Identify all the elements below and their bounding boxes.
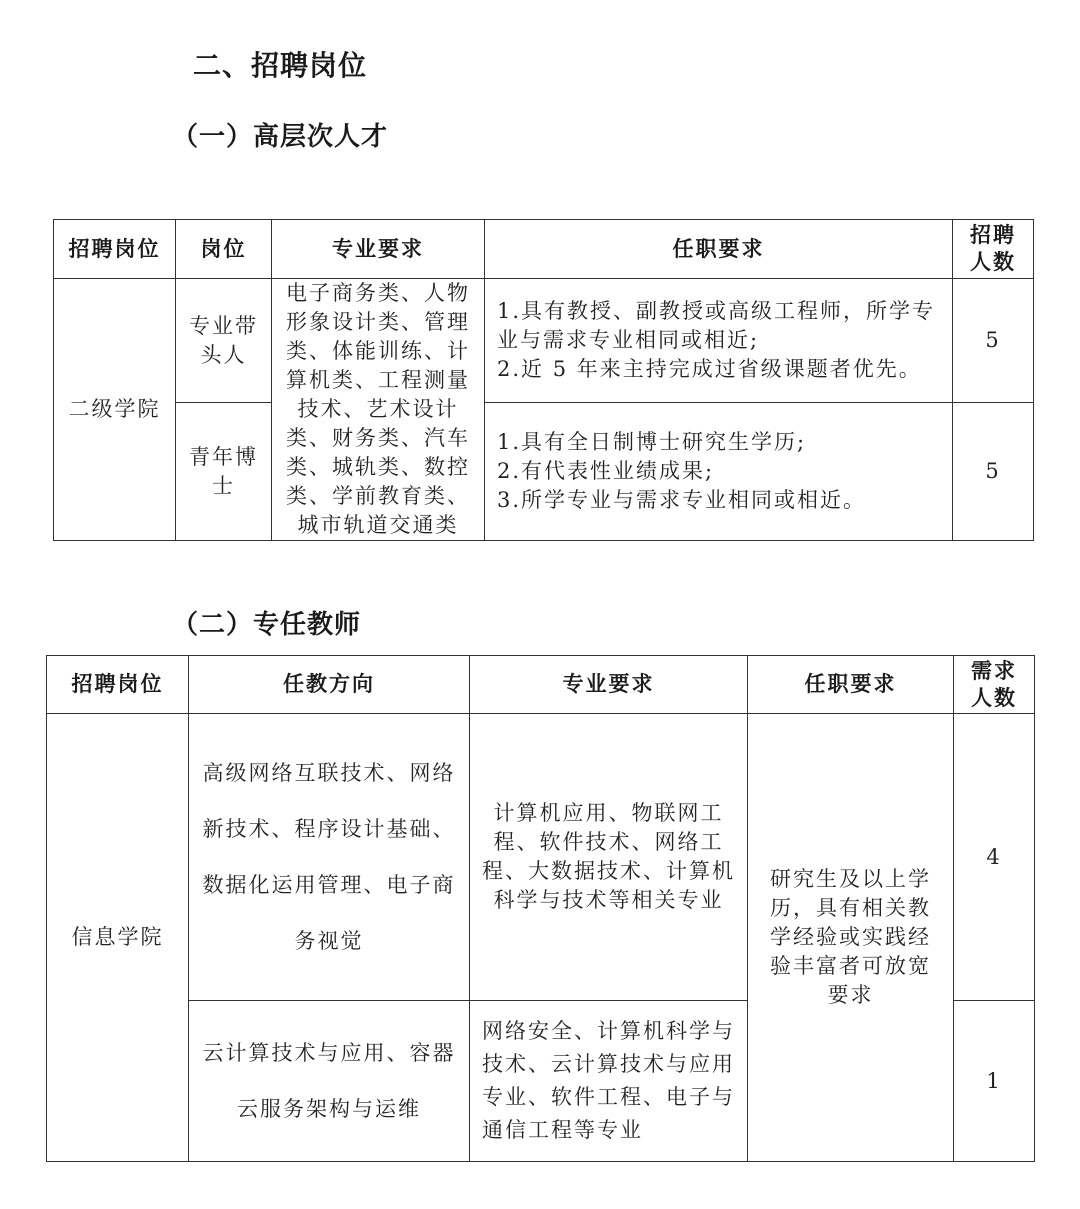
header-job-requirement: 任职要求 bbox=[748, 656, 954, 714]
high-level-talent-table bbox=[53, 219, 1034, 541]
major-requirement-cell: 计算机应用、物联网工程、软件技术、网络工程、大数据技术、计算机科学与技术等相关专业 bbox=[470, 714, 748, 1001]
department-cell: 信息学院 bbox=[47, 714, 189, 1162]
header-recruit-count: 招聘人数 bbox=[953, 220, 1034, 279]
teaching-direction-cell: 云计算技术与应用、容器云服务架构与运维 bbox=[189, 1001, 470, 1162]
table-row bbox=[47, 714, 1035, 1001]
header-recruit-position: 招聘岗位 bbox=[47, 656, 189, 714]
count-cell: 1 bbox=[954, 1001, 1035, 1162]
requirement-line: 2.有代表性业绩成果; bbox=[497, 459, 715, 483]
requirement-line: 1.具有教授、副教授或高级工程师，所学专业与需求专业相同或相近; bbox=[497, 299, 936, 352]
requirement-line: 1.具有全日制博士研究生学历; bbox=[497, 430, 807, 454]
header-major-requirement: 专业要求 bbox=[470, 656, 748, 714]
header-demand-count: 需求人数 bbox=[954, 656, 1035, 714]
header-position: 岗位 bbox=[176, 220, 272, 279]
header-job-requirement: 任职要求 bbox=[485, 220, 953, 279]
teaching-direction-cell: 高级网络互联技术、网络新技术、程序设计基础、数据化运用管理、电子商务视觉 bbox=[189, 714, 470, 1001]
position-cell: 青年博士 bbox=[176, 403, 272, 541]
count-cell: 4 bbox=[954, 714, 1035, 1001]
header-recruit-position: 招聘岗位 bbox=[54, 220, 176, 279]
position-cell: 专业带头人 bbox=[176, 279, 272, 403]
requirement-line: 2.近 5 年来主持完成过省级课题者优先。 bbox=[497, 357, 922, 381]
job-requirement-cell: 研究生及以上学历，具有相关教学经验或实践经验丰富者可放宽要求 bbox=[748, 714, 954, 1162]
table-row bbox=[54, 403, 1034, 541]
table-row bbox=[54, 279, 1034, 403]
full-time-teacher-table bbox=[46, 655, 1035, 1162]
section-heading: 二、招聘岗位 bbox=[193, 49, 368, 82]
subsection-heading-high-level-talent: （一）高层次人才 bbox=[172, 122, 389, 152]
major-requirement-cell: 电子商务类、人物形象设计类、管理类、体能训练、计算机类、工程测量技术、艺术设计类、财务类、汽车类、城轨类、数控类、学前教育类、城市轨道交通类 bbox=[272, 279, 485, 541]
requirement-line: 3.所学专业与需求专业相同或相近。 bbox=[497, 488, 867, 512]
subsection-heading-full-time-teachers: （二）专任教师 bbox=[172, 610, 362, 640]
count-cell: 5 bbox=[953, 279, 1034, 403]
table-header-row bbox=[47, 656, 1035, 714]
header-major-requirement: 专业要求 bbox=[272, 220, 485, 279]
major-requirement-cell: 网络安全、计算机科学与技术、云计算技术与应用专业、软件工程、电子与通信工程等专业 bbox=[470, 1001, 748, 1162]
department-cell: 二级学院 bbox=[54, 279, 176, 541]
job-requirement-cell bbox=[485, 279, 953, 403]
count-cell: 5 bbox=[953, 403, 1034, 541]
table-header-row bbox=[54, 220, 1034, 279]
header-teaching-direction: 任教方向 bbox=[189, 656, 470, 714]
job-requirement-cell bbox=[485, 403, 953, 541]
